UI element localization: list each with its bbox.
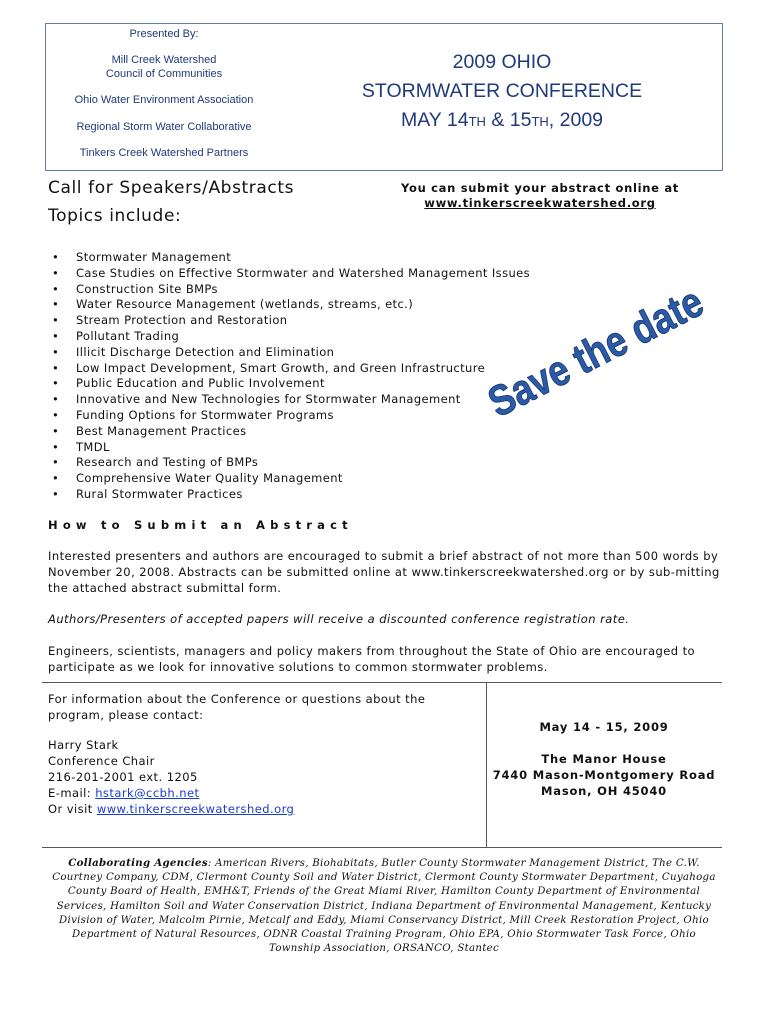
bullet-icon: • (52, 328, 60, 343)
bullet-icon: • (52, 281, 60, 296)
topic-text: Case Studies on Effective Stormwater and Watershed Management Issues (76, 265, 531, 280)
collaborating-agencies-label: Collaborating Agencies (68, 857, 208, 869)
bullet-icon: • (52, 455, 60, 470)
list-item (48, 282, 530, 298)
title-date-year: , 2009 (548, 109, 604, 131)
conference-title-line1: 2009 OHIO (452, 51, 552, 73)
header-box (45, 23, 723, 171)
collaborating-agencies-list: : American Rivers, Biohabitats, Butler County Stormwater Management District, The C.W. Courtney Company, CDM, Clermont County Soil and Water District, Clermont County Stormwater Department, Cuyahoga County Board of Health, EMH&T, Friends of the Great Miami River, Hamilton County Department of Environmental Services, Hamilton Soil and Water Conservation District, Indiana Department of Environmental Management, Kentucky Division of Water, Malcolm Pirnie, Metcalf and Eddy, Miami Conservancy District, Mill Creek Restoration Project, Ohio Department of Natural Resources, ODNR Coastal Training Program, Ohio EPA, Ohio Stormwater Task Force, Ohio Township Association, ORSANCO, Stantec (52, 858, 716, 955)
list-item (48, 313, 530, 329)
conference-title-line2: STORMWATER CONFERENCE (361, 80, 643, 102)
list-item (48, 440, 530, 456)
bullet-icon: • (52, 344, 60, 359)
email-label: E-mail: (48, 786, 96, 800)
bullet-icon: • (52, 265, 60, 280)
topic-text: Rural Stormwater Practices (76, 486, 243, 501)
list-item (48, 361, 530, 377)
topic-text: Water Resource Management (wetlands, streams, etc.) (76, 297, 414, 312)
topic-text: Illicit Discharge Detection and Elimination (76, 344, 335, 359)
event-dates: May 14 - 15, 2009 (539, 720, 669, 734)
topic-text: Research and Testing of BMPs (76, 455, 259, 470)
email-link[interactable]: hstark@ccbh.net (95, 786, 200, 800)
contact-info (48, 691, 478, 817)
website-link[interactable]: www.tinkerscreekwatershed.org (96, 802, 295, 816)
title-date-sup2: TH (531, 114, 549, 129)
bullet-icon: • (52, 407, 60, 422)
list-item (48, 250, 530, 266)
how-to-submit-heading: How to Submit an Abstract (48, 518, 353, 532)
topic-text: Innovative and New Technologies for Stormwater Management (76, 392, 461, 407)
topic-text: Stormwater Management (76, 250, 232, 264)
topic-text: Funding Options for Stormwater Programs (76, 407, 334, 422)
topics-list (48, 250, 530, 503)
list-item (48, 392, 530, 408)
list-item (48, 455, 530, 471)
bullet-icon: • (52, 486, 60, 501)
contact-email-line (48, 785, 478, 801)
bullet-icon: • (52, 250, 60, 264)
list-item (48, 345, 530, 361)
bullet-icon: • (52, 423, 60, 438)
topic-text: Pollutant Trading (76, 328, 180, 343)
bullet-icon: • (52, 439, 60, 454)
contact-divider (486, 683, 487, 847)
topics-heading: Topics include: (48, 206, 182, 226)
bullet-icon: • (52, 313, 60, 328)
presenters-column (46, 24, 282, 170)
topic-text: Stream Protection and Restoration (76, 313, 288, 328)
topic-text: Construction Site BMPs (76, 281, 218, 296)
list-item (48, 376, 530, 392)
contact-role: Conference Chair (48, 754, 155, 768)
event-city: Mason, OH 45040 (541, 784, 667, 798)
bullet-icon: • (52, 297, 60, 312)
bullet-icon: • (52, 376, 60, 391)
submit-online-text: You can submit your abstract online at (401, 181, 679, 195)
save-the-date-text: Save the date (480, 258, 750, 427)
presenter-tinkers-creek: Tinkers Creek Watershed Partners (79, 147, 249, 159)
presenter-mill-creek-line1: Mill Creek Watershed (111, 54, 217, 66)
list-item (48, 424, 530, 440)
bullet-icon: • (52, 360, 60, 375)
title-date-mid: & 15 (485, 109, 532, 131)
submit-online-note (380, 181, 700, 211)
contact-name: Harry Stark (48, 738, 119, 752)
collaborating-agencies (48, 856, 720, 956)
bullet-icon: • (52, 471, 60, 486)
submit-instructions: Interested presenters and authors are encouraged to submit a brief abstract of not more than 500 words by November 20, 2008. Abstracts can be submitted online at www.tinkerscreekwatershed.org or by sub-mitting the attached abstract submittal form. (48, 549, 720, 595)
list-item (48, 487, 530, 503)
discount-note: Authors/Presenters of accepted papers will receive a discounted conference registration rate. (48, 612, 630, 626)
bullet-icon: • (52, 392, 60, 407)
presenter-mill-creek-line2: Council of Communities (105, 68, 223, 80)
topic-text: Best Management Practices (76, 423, 247, 438)
submit-online-url[interactable]: www.tinkerscreekwatershed.org (424, 196, 656, 210)
presenter-owea: Ohio Water Environment Association (74, 94, 254, 106)
call-for-speakers-heading: Call for Speakers/Abstracts (48, 178, 295, 198)
event-address: 7440 Mason-Montgomery Road (492, 768, 716, 782)
save-the-date-graphic (480, 258, 750, 427)
title-date-sup1: TH (468, 114, 486, 129)
list-item (48, 471, 530, 487)
list-item (48, 329, 530, 345)
presented-by-label: Presented By: (129, 28, 199, 40)
list-item (48, 408, 530, 424)
event-venue: The Manor House (541, 752, 667, 766)
title-date-main: MAY 14 (400, 109, 469, 131)
topic-text: Public Education and Public Involvement (76, 376, 325, 391)
topic-text: Low Impact Development, Smart Growth, and Green Infrastructure (76, 360, 486, 375)
conference-title (282, 48, 722, 136)
list-item (48, 266, 530, 282)
contact-phone: 216-201-2001 ext. 1205 (48, 770, 198, 784)
visit-label: Or visit (48, 802, 97, 816)
topic-text: TMDL (76, 439, 110, 454)
topic-text: Comprehensive Water Quality Management (76, 471, 343, 486)
list-item (48, 297, 530, 313)
event-details (488, 719, 720, 799)
invitation-text: Engineers, scientists, managers and policy makers from throughout the State of Ohio are encouraged to participate as we look for innovative solutions to common stormwater problems. (48, 644, 696, 674)
contact-intro: For information about the Conference or questions about the program, please contact: (48, 692, 426, 722)
presenter-rswc: Regional Storm Water Collaborative (76, 121, 252, 133)
conference-title-dates (282, 106, 722, 136)
contact-box (42, 682, 722, 848)
contact-visit-line (48, 801, 478, 817)
